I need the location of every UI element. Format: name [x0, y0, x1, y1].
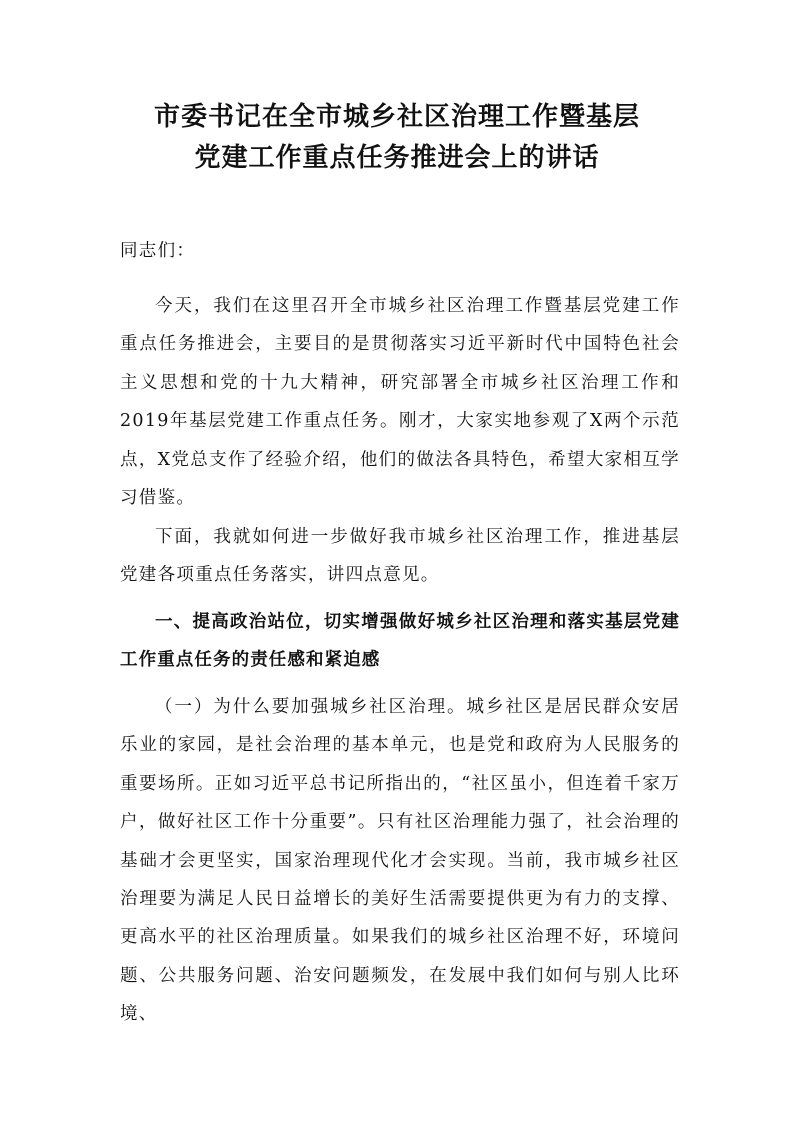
paragraph-intro-points: 下面，我就如何进一步做好我市城乡社区治理工作，推进基层党建各项重点任务落实，讲四点意见。 [120, 527, 680, 586]
paragraph-section-1-1: （一）为什么要加强城乡社区治理。城乡社区是居民群众安居乐业的家园，是社会治理的基本单元，也是党和政府为人民服务的重要场所。正如习近平总书记所指出的，“社区虽小，但连着千家万户，做好社区工作十分重要”。只有社区治理能力强了，社会治理的基础才会更坚实，国家治理现代化才会实现。当前，我市城乡社区治理要为满足人民日益增长的美好生活需要提供更为有力的支撑、更高水平的社区治理质量。如果我们的城乡社区治理不好，环境问题、公共服务问题、治安问题频发，在发展中我们如何与别人比环境、 [120, 697, 680, 1025]
document-title-line-2: 党建工作重点任务推进会上的讲话 [194, 143, 600, 173]
document-title-line-1: 市委书记在全市城乡社区治理工作暨基层 [153, 102, 640, 132]
section-heading-1: 一、提高政治站位，切实增强做好城乡社区治理和落实基层党建工作重点任务的责任感和紧迫感 [120, 612, 680, 671]
paragraph-opening: 今天，我们在这里召开全市城乡社区治理工作暨基层党建工作重点任务推进会，主要目的是贯彻落实习近平新时代中国特色社会主义思想和党的十九大精神，研究部署全市城乡社区治理工作和2019年基层党建工作重点任务。刚才，大家实地参观了X两个示范点，X党总支作了经验介绍，他们的做法各具特色，希望大家相互学习借鉴。 [120, 296, 680, 509]
salutation: 同志们： [120, 241, 196, 261]
